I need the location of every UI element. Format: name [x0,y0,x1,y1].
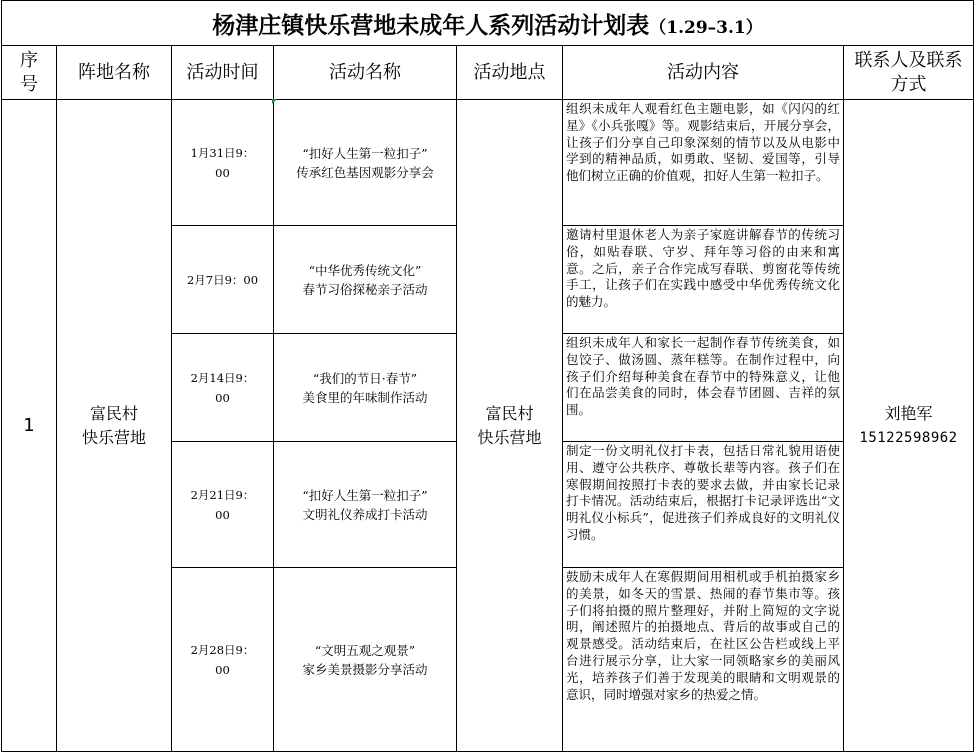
site-line-1: 富民村 [89,403,138,423]
activity-content: 鼓励未成年人在寒假期间用相机或手机拍摄家乡的美景，如冬天的雪景、热闹的春节集市等。孩子们将拍摄的照片整理好，并附上简短的文字说明，阐述照片的拍摄地点、背后的故事或自己的观景感受。活动结束后，在社区公告栏或线上平台进行展示分享，让大家一同领略家乡的美丽风光，培养孩子们善于发现美的眼睛和文明观景的意识，同时增强对家乡的热爱之情。 [563,568,844,752]
activity-name-line-1: “扣好人生第一粒扣子” [302,145,428,161]
activity-content: 邀请村里退休老人为亲子家庭讲解春节的传统习俗，如贴春联、守岁、拜年等习俗的由来和寓意。之后，亲子合作完成写春联、剪窗花等传统手工，让孩子们在实践中感受中华优秀传统文化的魅力。 [563,226,844,334]
activity-name [274,226,457,334]
activity-name-line-2: 春节习俗探秘亲子活动 [302,281,428,297]
site-name [57,100,172,752]
header-place: 活动地点 [457,46,563,100]
activity-name-line-2: 文明礼仪养成打卡活动 [302,506,428,522]
activity-time: 2月21日9：00 [172,442,274,568]
activity-content: 组织未成年人和家长一起制作春节传统美食，如包饺子、做汤圆、蒸年糕等。在制作过程中，向孩子们介绍每种美食在春节中的特殊意义，让他们在品尝美食的同时，体会春节团圆、吉祥的氛围。 [563,334,844,442]
site-line-2: 快乐营地 [81,427,146,447]
header-time: 活动时间 [172,46,274,100]
comment-marker-icon [272,99,277,104]
activity-time: 2月7日9：00 [172,226,274,334]
activity-place [457,100,563,752]
activity-plan-table [1,0,974,752]
activity-name [274,334,457,442]
activity-time: 2月28日9：00 [172,568,274,752]
activity-name-line-1: “文明五观之观景” [314,642,416,658]
header-seq: 序号 [2,46,57,100]
place-line-1: 富民村 [485,403,534,423]
contact-info [844,100,974,752]
contact-phone: 15122598962 [859,429,958,446]
activity-name-line-2: 传承红色基因观影分享会 [296,164,434,180]
activity-content: 制定一份文明礼仪打卡表，包括日常礼貌用语使用、遵守公共秩序、尊敬长辈等内容。孩子们在寒假期间按照打卡表的要求去做，并由家长记录打卡情况。活动结束后，根据打卡记录评选出“文明礼仪小标兵”，促进孩子们养成良好的文明礼仪习惯。 [563,442,844,568]
activity-name-line-1: “扣好人生第一粒扣子” [302,487,428,503]
activity-time: 2月14日9：00 [172,334,274,442]
activity-name-line-1: “中华优秀传统文化” [308,262,422,278]
title-main: 杨津庄镇快乐营地未成年人系列活动计划表 [212,11,650,39]
table-title [2,1,974,46]
activity-name [274,442,457,568]
header-content: 活动内容 [563,46,844,100]
activity-name [274,568,457,752]
header-name: 活动名称 [274,46,457,100]
contact-name: 刘艳军 [884,403,933,423]
activity-name-line-1: “我们的节日·春节” [312,370,418,386]
activity-content: 组织未成年人观看红色主题电影，如《闪闪的红星》《小兵张嘎》等。观影结束后，开展分享会，让孩子们分享自己印象深刻的情节以及从电影中学到的精神品质，如勇敢、坚韧、爱国等，引导他们树立正确的价值观，扣好人生第一粒扣子。 [563,100,844,226]
header-site: 阵地名称 [57,46,172,100]
title-date-range: （1.29–3.1） [649,17,763,38]
activity-time: 1月31日9：00 [172,100,274,226]
activity-name-line-2: 美食里的年味制作活动 [302,389,428,405]
activity-name [274,100,457,226]
table-row [2,100,974,226]
place-line-2: 快乐营地 [477,427,542,447]
row-seq: 1 [2,100,57,752]
header-contact: 联系人及联系方式 [844,46,974,100]
activity-name-line-2: 家乡美景摄影分享活动 [302,661,428,677]
